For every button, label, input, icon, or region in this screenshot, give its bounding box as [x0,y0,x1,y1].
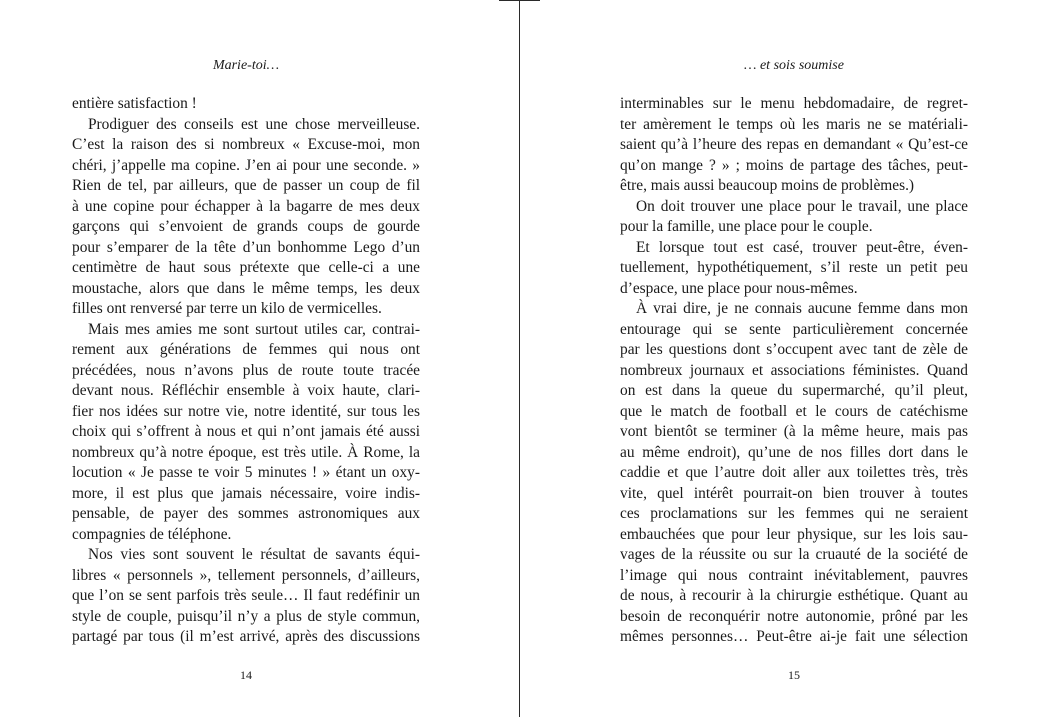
right-running-head: … et sois soumise [744,58,844,73]
text-line: rement aux générations de femmes qui nous ont [72,341,420,358]
text-line: précédées, nous n’avons plus de route toute tracée [72,361,420,379]
text-line: Nos vies sont souvent le résultat de savants équi- [88,546,420,563]
text-line: Et lorsque tout est casé, trouver peut-être, éven- [636,238,968,256]
text-line: embauchées que pour leur physique, sur les lois sau- [620,525,968,543]
text-line: filles ont renversé par terre un kilo de vermicelles. [72,300,382,317]
text-line: saient qu’à l’heure des repas en demandant « Qu’est-ce [620,136,968,153]
text-line: more, il est plus que jamais nécessaire, voire indis- [72,484,420,502]
text-line: nombreux journaux et associations féministes. Quand [620,361,968,379]
text-line: être, mais aussi beaucoup moins de problèmes.) [620,177,915,194]
text-line: tuellement, hypothétiquement, s’il reste un petit peu [620,259,968,276]
text-line: À vrai dire, je ne connais aucune femme dans mon [636,300,968,317]
text-line: au même endroit), qu’une de nos filles dort dans le [620,443,968,461]
text-line: locution « Je passe te voir 5 minutes ! » étant un oxy- [72,464,420,481]
right-page [620,0,968,717]
right-text-block [620,94,968,648]
text-line: chéri, j’appelle ma copine. J’en ai pour une seconde. » [72,156,420,174]
left-page [72,0,420,717]
text-line: qu’on mange ? » ; moins de partage des tâches, peut- [620,156,968,174]
text-line: mêmes personnes… Peut-être ai-je fait une sélection [620,628,968,645]
text-line: libres « personnels », tellement personnels, d’ailleurs, [72,566,420,584]
text-line: à une copine pour échapper à la bagarre de mes deux [72,197,420,215]
book-spine [519,0,520,717]
text-line: compagnies de téléphone. [72,525,232,543]
text-line: On doit trouver une place pour le travail, une place [636,197,968,215]
text-line: l’image qui nous contraint inévitablement, pauvres [620,566,968,584]
text-line: partagé par tous (il m’est arrivé, après des discussions [72,628,420,645]
text-line: ces proclamations sur les femmes qui ne seraient [620,505,968,522]
text-line: entière satisfaction ! [72,95,197,112]
text-line: que l’on se sent parfois très seule… Il faut redéfinir un [72,587,420,604]
text-line: pour la famille, une place pour le couple. [620,218,873,235]
text-line: besoin de reconquérir notre autonomie, prôné par les [620,607,968,625]
left-page-number: 14 [240,668,252,682]
text-line: de nous, à recourir à la chirurgie esthétique. Quant au [620,587,968,604]
text-line: que le match de football et le cours de catéchisme [620,402,968,420]
right-page-number: 15 [788,668,800,682]
left-running-head: Marie-toi… [212,58,280,73]
text-line: garçons qui s’envoient de grands coups de gourde [72,218,420,235]
text-line: entourage qui se sente particulièrement concernée [620,320,968,338]
text-line: fier nos idées sur notre vie, notre identité, sur tous les [72,402,420,420]
text-line: style de couple, puisqu’il n’y a plus de style commun, [72,607,420,625]
text-line: caddie et que l’autre doit aller aux toilettes très, très [620,464,968,481]
text-line: C’est la raison des si nombreux « Excuse-moi, mon [72,136,420,153]
text-line: d’espace, une place pour nous-mêmes. [620,279,858,297]
text-line: nombreux qu’à notre époque, est très utile. À Rome, la [72,443,420,461]
text-line: moustache, alors que dans le même temps, les deux [72,279,420,297]
text-line: interminables sur le menu hebdomadaire, de regret- [620,95,968,112]
text-line: choix qui s’offrent à nous et qui n’ont jamais été aussi [72,423,420,440]
text-line: ter amèrement le temps où les maris ne se matériali- [620,115,968,133]
text-line: pensable, de payer des sommes astronomiques aux [72,505,420,522]
text-line: vont bientôt se terminer (à la même heure, mais pas [620,423,968,440]
text-line: on est dans la queue du supermarché, qu’il pleut, [620,382,968,399]
text-line: vages de la réussite ou sur la cruauté de la société de [620,546,968,563]
text-line: vite, quel intérêt pourrait-on bien trouver à toutes [620,484,968,502]
left-text-block [72,94,420,648]
text-line: pour s’emparer de la tête d’un bonhomme Lego d’un [72,238,420,256]
text-line: devant nous. Réfléchir ensemble à voix haute, clari- [72,382,420,399]
text-line: centimètre de haut sous prétexte que celle-ci a une [72,259,420,276]
text-line: Prodiguer des conseils est une chose merveilleuse. [88,115,420,133]
text-line: Rien de tel, par ailleurs, que de passer un coup de fil [72,177,420,194]
text-line: Mais mes amies me sont surtout utiles car, contrai- [88,320,420,338]
text-line: par les questions dont s’occupent avec tant de zèle de [620,341,968,358]
